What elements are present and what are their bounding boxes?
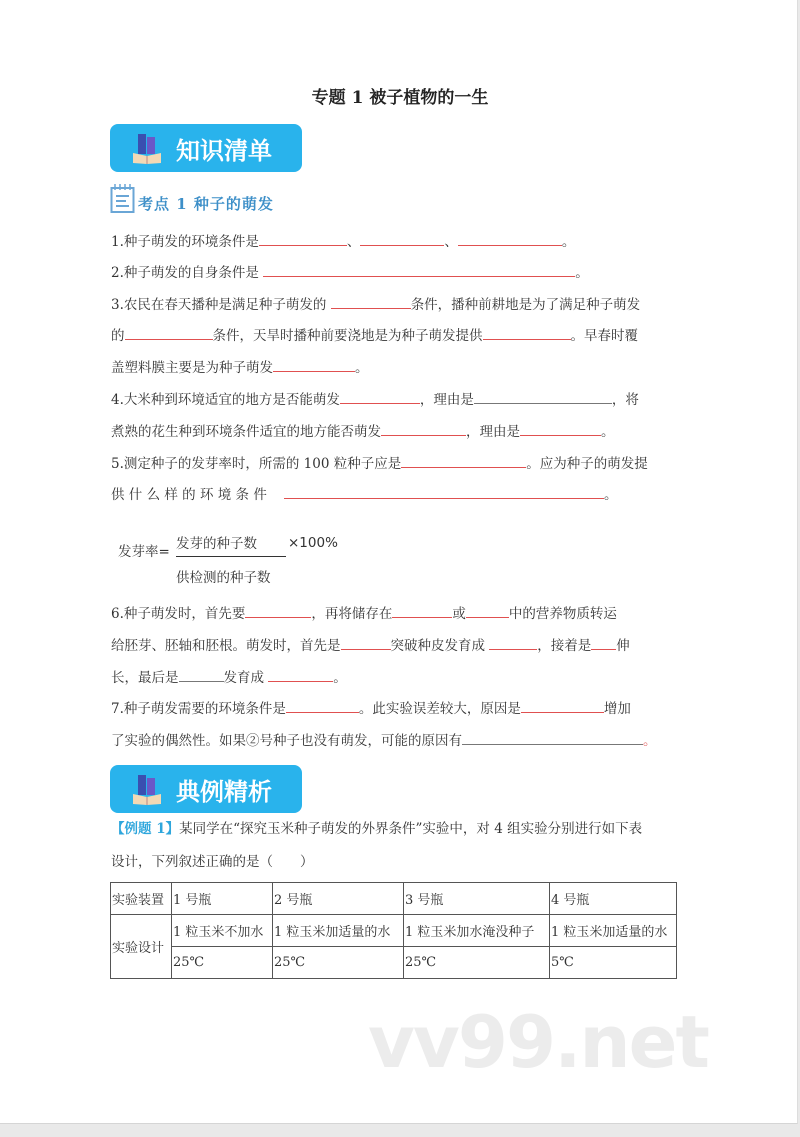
question-text: 7.种子萌发需要的环境条件是 (111, 701, 286, 717)
question-text: 盖塑料膜主要是为种子萌发 (111, 360, 273, 376)
book-icon (130, 772, 164, 806)
question-6 (111, 603, 617, 623)
question-text: 的 (111, 328, 125, 344)
table-row: 25℃ 25℃ 25℃ 5℃ (111, 947, 677, 979)
example-1-cont (111, 853, 314, 871)
question-text: 。 (601, 424, 615, 440)
fill-in-blank (360, 231, 444, 246)
question-text: 。 (575, 265, 589, 281)
fill-in-blank (263, 262, 575, 277)
question-6-cont (111, 635, 630, 655)
question-text: 。 (333, 670, 347, 686)
section-heading (110, 182, 274, 214)
question-text: ，再将储存在 (311, 606, 393, 622)
fill-in-blank (489, 635, 537, 650)
fill-in-blank (466, 603, 509, 618)
table-row: 实验设计 1 粒玉米不加水 1 粒玉米加适量的水 1 粒玉米加水淹没种子 1 粒玉米加适量的水 (111, 915, 677, 947)
question-text: 2.种子萌发的自身条件是 (111, 265, 259, 281)
question-5-cont (111, 484, 618, 504)
fill-in-blank (341, 635, 391, 650)
question-text: 煮熟的花生种到环境条件适宜的地方能否萌发 (111, 424, 381, 440)
question-text: 、 (444, 234, 458, 250)
question-text: 长，最后是 (111, 670, 179, 686)
question-text: ，理由是 (466, 424, 520, 440)
banner-label: 典例精析 (176, 777, 272, 806)
fill-in-blank (483, 325, 571, 340)
fill-in-blank (125, 325, 213, 340)
fill-in-blank (286, 698, 359, 713)
question-text: 发育成 (223, 670, 264, 686)
section-heading-text: 考点 1 种子的萌发 (138, 195, 274, 213)
fill-in-blank (284, 484, 604, 499)
table-row: 实验装置 1 号瓶 2 号瓶 3 号瓶 4 号瓶 (111, 883, 677, 915)
question-text: 。此实验误差较大，原因是 (358, 701, 521, 717)
question-text: 某同学在“探究玉米种子萌发的外界条件”实验中，对 4 组实验分别进行如下表 (179, 821, 643, 837)
question-text: 。应为种子的萌发提 (526, 456, 648, 472)
page-title: 专题 1 被子植物的一生 (311, 88, 489, 108)
fill-in-blank (521, 698, 604, 713)
fill-in-blank (273, 357, 355, 372)
fill-in-blank (458, 231, 562, 246)
book-icon (130, 131, 164, 165)
question-text: 增加 (603, 701, 631, 717)
question-text: 给胚芽、胚轴和胚根。萌发时，首先是 (111, 638, 341, 654)
fill-in-blank (268, 667, 333, 682)
question-text: 、 (346, 234, 361, 250)
fill-in-blank (179, 667, 224, 682)
question-2 (111, 262, 589, 282)
banner-example-analysis (110, 765, 302, 813)
fill-in-blank (259, 231, 347, 246)
banner-knowledge-list (110, 124, 302, 172)
question-text: 供 什 么 样 的 环 境 条 件 (111, 487, 267, 503)
watermark: vv99.net (368, 1000, 708, 1084)
question-text: 。早春时覆 (570, 328, 638, 344)
question-3 (111, 294, 640, 314)
example-tag: 【例题 1】 (111, 821, 180, 837)
question-text: 。 (561, 234, 576, 250)
question-text: 伸 (616, 638, 630, 654)
question-3-cont (111, 325, 638, 345)
question-text: 。 (355, 360, 369, 376)
question-7 (111, 698, 631, 718)
fill-in-blank (520, 421, 601, 436)
question-text: 中的营养物质转运 (508, 606, 617, 622)
question-text: 1.种子萌发的环境条件是 (111, 234, 259, 250)
question-text: 3.农民在春天播种是满足种子萌发的 (111, 297, 327, 313)
fill-in-blank (245, 603, 311, 618)
question-1 (111, 231, 575, 251)
question-4-cont (111, 421, 615, 441)
banner-label: 知识清单 (176, 136, 272, 165)
question-text: ，理由是 (419, 392, 474, 408)
fill-in-blank (331, 294, 411, 309)
question-text: 4.大米种到环境适宜的地方是否能萌发 (111, 392, 340, 408)
question-3-end (111, 357, 369, 377)
fill-in-blank (340, 389, 420, 404)
document-page: 专题 1 被子植物的一生 知识清单 考点 1 种子的萌发 1.种子萌发的环境条件是 、 、 。 2.种子萌发的自身条件是 。 3.农民在春天播种是满足种子萌发的 条件，播种前耕地是为了满足种子萌发 的 条件，天旱时播种前要浇地是为种子萌发提供 。早春时覆 盖塑料膜主要是为种子萌发 。 4.大米种到环境适宜的地方是否能萌发 ，理由是 ，将 煮熟的花生种到环境条件适宜的地方能否萌发 ，理由是 。 5.测定种子的发芽率时，所需的 100 粒种子应是 。应为种子的萌发提 供 什 么 样 的 环 境 条 件 。 发芽率= 发芽的种子数 供检测的种子数 ×100% 6.种子萌发时，首先要 ，再将储存在 或 中的营养物质转运 给胚芽、胚轴和胚根。萌发时，首先是 突破种皮发育成 ，接着是 伸 长，最后是 发育成 。 7.种子萌发需要的环境条件是 。此实验误差较大，原因是 增加 了实验的偶然性。如果②号种子也没有萌发，可能的原因有 。 典例精析 【例题 1】某同学在“探究玉米种子萌发的外界条件”实验中，对 4 组实验分别进行如下表 设计，下列叙述正确的是（ ） 实验装置 1 号瓶 2 号瓶 3 号瓶 4 号瓶 实验设计 1 粒玉米不加水 1 粒玉米加适量的水 1 粒玉米加水淹没种子 1 粒玉米加适量的水 25℃ 25℃ 25℃ 5℃ vv99.net (0, 0, 798, 1124)
fill-in-blank (474, 389, 612, 404)
example-1 (111, 820, 642, 838)
fill-in-blank (591, 635, 616, 650)
notebook-icon (110, 182, 136, 214)
question-text: 条件，天旱时播种前要浇地是为种子萌发提供 (212, 328, 483, 344)
fill-in-blank (462, 730, 643, 745)
question-text: 条件，播种前耕地是为了满足种子萌发 (410, 297, 641, 313)
question-text: 6.种子萌发时，首先要 (111, 606, 246, 622)
question-text: 。 (604, 487, 618, 503)
question-text: ，接着是 (537, 638, 592, 654)
question-text: 设计，下列叙述正确的是（ ） (111, 854, 314, 870)
question-6-end (111, 667, 347, 687)
question-7-cont (111, 730, 657, 750)
question-text: 突破种皮发育成 (390, 638, 485, 654)
question-text: 或 (452, 606, 466, 622)
question-text: 。 (643, 733, 657, 749)
fill-in-blank (381, 421, 466, 436)
question-5 (111, 453, 648, 473)
question-text: ，将 (611, 392, 639, 408)
question-text: 了实验的偶然性。如果②号种子也没有萌发，可能的原因有 (111, 733, 462, 749)
fill-in-blank (401, 453, 526, 468)
question-4 (111, 389, 639, 409)
fill-in-blank (392, 603, 452, 618)
experiment-table (110, 882, 677, 979)
question-text: 5.测定种子的发芽率时，所需的 100 粒种子应是 (111, 456, 402, 472)
